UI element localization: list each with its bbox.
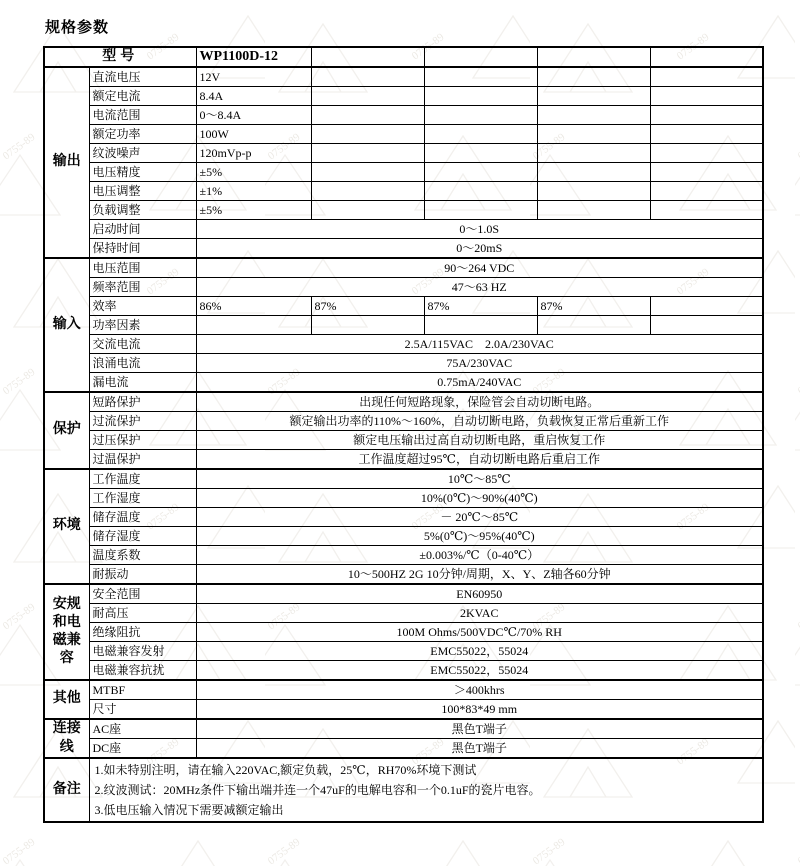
row-dc-voltage: [44, 67, 763, 87]
row-power-factor: [44, 316, 763, 335]
row-dimensions: [44, 700, 763, 720]
vibration-value: 10～500HZ 2G 10分钟/周期，X、Y、Z轴各60分钟: [196, 565, 763, 585]
efficiency-value-3: 87%: [424, 297, 537, 316]
dc-voltage-label: 直流电压: [89, 67, 196, 87]
note-line-1: 1.如未特别注明，请在输入220VAC,额定负载，25℃，RH70%环境下测试: [94, 763, 477, 777]
section-other: 其他: [44, 680, 89, 719]
empty-cell: [424, 47, 537, 67]
empty-cell: [196, 316, 311, 335]
row-startup-time: [44, 220, 763, 239]
row-notes: [44, 758, 763, 822]
rated-power-label: 额定功率: [89, 125, 196, 144]
over-temp-value: 工作温度超过95℃，自动切断电路后重启工作: [196, 450, 763, 470]
empty-cell: [311, 144, 424, 163]
empty-cell: [650, 47, 763, 67]
row-storage-humidity: [44, 527, 763, 546]
empty-cell: [311, 182, 424, 201]
empty-cell: [424, 87, 537, 106]
row-voltage-adjust: [44, 182, 763, 201]
work-temp-value: 10℃～85℃: [196, 469, 763, 489]
dc-voltage-value: 12V: [196, 67, 311, 87]
empty-cell: [424, 106, 537, 125]
empty-cell: [311, 163, 424, 182]
efficiency-label: 效率: [89, 297, 196, 316]
empty-cell: [311, 47, 424, 67]
over-current-value: 额定输出功率的110%～160%，自动切断电路，负载恢复正常后重新工作: [196, 412, 763, 431]
row-efficiency: [44, 297, 763, 316]
empty-cell: [537, 163, 650, 182]
short-circuit-value: 出现任何短路现象，保险管会自动切断电路。: [196, 392, 763, 412]
storage-humidity-value: 5%(0℃)～95%(40℃): [196, 527, 763, 546]
empty-cell: [311, 316, 424, 335]
efficiency-value-1: 86%: [196, 297, 311, 316]
empty-cell: [424, 125, 537, 144]
row-voltage-accuracy: [44, 163, 763, 182]
freq-range-value: 47～63 HZ: [196, 278, 763, 297]
note-line-3: 3.低电压输入情况下需要减额定输出: [94, 803, 284, 817]
dc-socket-label: DC座: [89, 739, 196, 759]
model-label: 型号: [44, 47, 196, 67]
inrush-current-label: 浪涌电流: [89, 354, 196, 373]
empty-cell: [424, 67, 537, 87]
empty-cell: [311, 87, 424, 106]
empty-cell: [650, 106, 763, 125]
emc-immunity-label: 电磁兼容抗扰: [89, 661, 196, 681]
temp-coefficient-value: ±0.003%/℃（0-40℃）: [196, 546, 763, 565]
row-freq-range: [44, 278, 763, 297]
ac-socket-value: 黑色T端子: [196, 719, 763, 739]
row-ac-socket: [44, 719, 763, 739]
page-title: 规格参数: [45, 20, 110, 36]
empty-cell: [424, 201, 537, 220]
row-insulation: [44, 623, 763, 642]
empty-cell: [424, 144, 537, 163]
row-hipot: [44, 604, 763, 623]
emc-immunity-value: EMC55022，55024: [196, 661, 763, 681]
section-safety-emc-label: 安规和电磁兼容: [52, 596, 81, 667]
section-safety-emc: [44, 584, 89, 680]
work-temp-label: 工作温度: [89, 469, 196, 489]
inrush-current-value: 75A/230VAC: [196, 354, 763, 373]
spec-table: [43, 46, 764, 823]
empty-cell: [537, 47, 650, 67]
row-current-range: [44, 106, 763, 125]
freq-range-label: 频率范围: [89, 278, 196, 297]
note-line-2: 2.纹波测试：20MHz条件下输出端并连一个47uF的电解电容和一个0.1uF的瓷片电容。: [94, 783, 541, 797]
voltage-accuracy-value: ±5%: [196, 163, 311, 182]
empty-cell: [650, 67, 763, 87]
load-regulation-label: 负载调整: [89, 201, 196, 220]
voltage-adjust-value: ±1%: [196, 182, 311, 201]
row-safety-standard: [44, 584, 763, 604]
empty-cell: [311, 67, 424, 87]
mtbf-value: ＞400khrs: [196, 680, 763, 700]
model-value: WP1100D-12: [196, 47, 311, 67]
empty-cell: [650, 201, 763, 220]
voltage-range-value: 90～264 VDC: [196, 258, 763, 278]
ac-current-value: 2.5A/115VAC 2.0A/230VAC: [196, 335, 763, 354]
row-temp-coefficient: [44, 546, 763, 565]
row-over-current: [44, 412, 763, 431]
section-protection: 保护: [44, 392, 89, 469]
empty-cell: [537, 106, 650, 125]
empty-cell: [650, 144, 763, 163]
rated-power-value: 100W: [196, 125, 311, 144]
startup-time-label: 启动时间: [89, 220, 196, 239]
empty-cell: [424, 182, 537, 201]
leakage-current-value: 0.75mA/240VAC: [196, 373, 763, 393]
storage-temp-label: 储存温度: [89, 508, 196, 527]
section-input: 输入: [44, 258, 89, 392]
over-current-label: 过流保护: [89, 412, 196, 431]
empty-cell: [650, 125, 763, 144]
row-work-temp: [44, 469, 763, 489]
row-load-regulation: [44, 201, 763, 220]
temp-coefficient-label: 温度系数: [89, 546, 196, 565]
storage-temp-value: － 20℃～85℃: [196, 508, 763, 527]
emc-emission-value: EMC55022，55024: [196, 642, 763, 661]
over-voltage-label: 过压保护: [89, 431, 196, 450]
row-storage-temp: [44, 508, 763, 527]
voltage-accuracy-label: 电压精度: [89, 163, 196, 182]
empty-cell: [424, 163, 537, 182]
voltage-adjust-label: 电压调整: [89, 182, 196, 201]
section-notes: 备注: [44, 758, 89, 822]
current-range-value: 0～8.4A: [196, 106, 311, 125]
section-environment: 环境: [44, 469, 89, 584]
hipot-label: 耐高压: [89, 604, 196, 623]
section-connector: 连接线: [44, 719, 89, 758]
efficiency-value-5: [650, 297, 763, 316]
emc-emission-label: 电磁兼容发射: [89, 642, 196, 661]
row-hold-time: [44, 239, 763, 259]
row-dc-socket: [44, 739, 763, 759]
row-over-voltage: [44, 431, 763, 450]
power-factor-label: 功率因素: [89, 316, 196, 335]
hipot-value: 2KVAC: [196, 604, 763, 623]
dc-socket-value: 黑色T端子: [196, 739, 763, 759]
efficiency-value-4: 87%: [537, 297, 650, 316]
rated-current-value: 8.4A: [196, 87, 311, 106]
row-leakage-current: [44, 373, 763, 393]
ripple-noise-value: 120mVp-p: [196, 144, 311, 163]
insulation-label: 绝缘阻抗: [89, 623, 196, 642]
empty-cell: [650, 182, 763, 201]
mtbf-label: MTBF: [89, 680, 196, 700]
empty-cell: [537, 316, 650, 335]
section-output: 输出: [44, 67, 89, 258]
ripple-noise-label: 纹波噪声: [89, 144, 196, 163]
row-short-circuit: [44, 392, 763, 412]
row-ripple-noise: [44, 144, 763, 163]
ac-current-label: 交流电流: [89, 335, 196, 354]
rated-current-label: 额定电流: [89, 87, 196, 106]
hold-time-value: 0～20mS: [196, 239, 763, 259]
notes-cell: [89, 758, 763, 822]
row-over-temp: [44, 450, 763, 470]
insulation-value: 100M Ohms/500VDC℃/70% RH: [196, 623, 763, 642]
row-mtbf: [44, 680, 763, 700]
safety-standard-label: 安全范围: [89, 584, 196, 604]
empty-cell: [537, 201, 650, 220]
empty-cell: [537, 144, 650, 163]
row-emc-emission: [44, 642, 763, 661]
empty-cell: [537, 182, 650, 201]
work-humidity-value: 10%(0℃)～90%(40℃): [196, 489, 763, 508]
hold-time-label: 保持时间: [89, 239, 196, 259]
empty-cell: [650, 87, 763, 106]
empty-cell: [311, 106, 424, 125]
row-rated-current: [44, 87, 763, 106]
current-range-label: 电流范围: [89, 106, 196, 125]
empty-cell: [537, 87, 650, 106]
safety-standard-value: EN60950: [196, 584, 763, 604]
startup-time-value: 0～1.0S: [196, 220, 763, 239]
over-temp-label: 过温保护: [89, 450, 196, 470]
empty-cell: [537, 67, 650, 87]
efficiency-value-2: 87%: [311, 297, 424, 316]
empty-cell: [311, 201, 424, 220]
row-vibration: [44, 565, 763, 585]
work-humidity-label: 工作湿度: [89, 489, 196, 508]
ac-socket-label: AC座: [89, 719, 196, 739]
row-rated-power: [44, 125, 763, 144]
short-circuit-label: 短路保护: [89, 392, 196, 412]
empty-cell: [424, 316, 537, 335]
row-work-humidity: [44, 489, 763, 508]
row-ac-current: [44, 335, 763, 354]
empty-cell: [537, 125, 650, 144]
row-inrush-current: [44, 354, 763, 373]
empty-cell: [311, 125, 424, 144]
dimensions-label: 尺寸: [89, 700, 196, 720]
row-emc-immunity: [44, 661, 763, 681]
vibration-label: 耐振动: [89, 565, 196, 585]
row-voltage-range: [44, 258, 763, 278]
empty-cell: [650, 316, 763, 335]
dimensions-value: 100*83*49 mm: [196, 700, 763, 720]
model-row: [44, 47, 763, 67]
voltage-range-label: 电压范围: [89, 258, 196, 278]
storage-humidity-label: 储存湿度: [89, 527, 196, 546]
over-voltage-value: 额定电压输出过高自动切断电路，重启恢复工作: [196, 431, 763, 450]
leakage-current-label: 漏电流: [89, 373, 196, 393]
empty-cell: [650, 163, 763, 182]
load-regulation-value: ±5%: [196, 201, 311, 220]
